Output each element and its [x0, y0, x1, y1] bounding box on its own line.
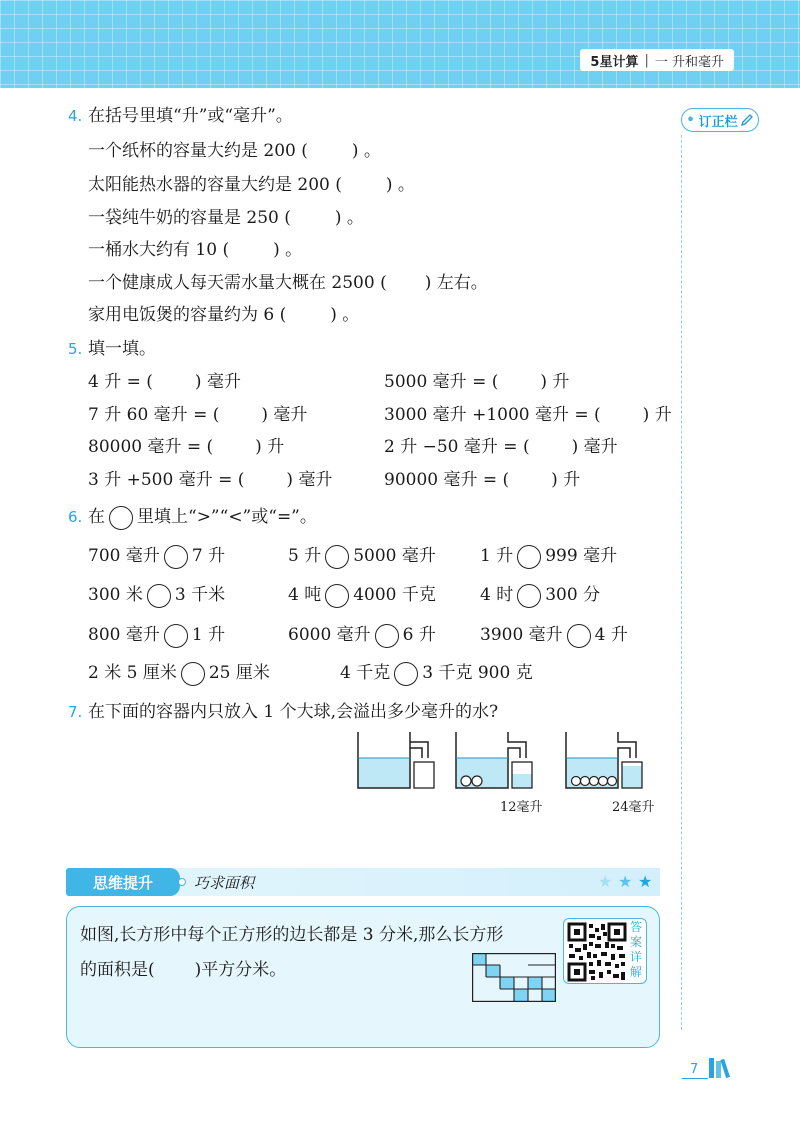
q4-item: 一个纸杯的容量大约是 200 ( ) 。: [88, 141, 381, 161]
q4-item: 一袋纯牛奶的容量是 250 ( ) 。: [88, 208, 364, 228]
title-dot-icon: [178, 878, 186, 886]
question-number: 5.: [68, 340, 83, 358]
star-icon: ★: [598, 872, 613, 891]
compare-item: 4 时 300 分: [480, 580, 600, 608]
question-text: 在下面的容器内只放入 1 个大球,会溢出多少毫升的水?: [88, 702, 499, 722]
compare-circle[interactable]: [375, 624, 399, 648]
container-diagrams: [352, 730, 652, 794]
books-icon: [708, 1056, 736, 1078]
page-number-underline: [682, 1078, 708, 1079]
star-icon: ★: [638, 872, 653, 891]
container-2: [456, 732, 532, 788]
q4-item: 太阳能热水器的容量大约是 200 ( ) 。: [88, 175, 415, 195]
brand-label: 5星计算: [590, 54, 639, 70]
container-3-caption: 24毫升: [612, 800, 655, 815]
compare-circle[interactable]: [325, 584, 349, 608]
q5-item: 90000 毫升 = ( ) 升: [384, 470, 581, 490]
star-icon: ★: [618, 872, 633, 891]
question-6-title: 6. 在 里填上“>”“<”或“=”。: [68, 502, 317, 530]
compare-circle[interactable]: [181, 662, 205, 686]
page-number: 7: [690, 1062, 699, 1077]
question-number: 7.: [68, 703, 83, 721]
correction-column-label: [681, 108, 759, 132]
compare-circle[interactable]: [164, 624, 188, 648]
pencil-icon: [740, 113, 754, 127]
chapter-tag: [580, 49, 734, 71]
question-text: 填一填。: [88, 339, 156, 359]
q5-item: 5000 毫升 = ( ) 升: [384, 372, 570, 392]
correction-label-text: • 订正栏: [698, 114, 738, 130]
question-7-title: [68, 697, 498, 722]
thinking-text-line1: 如图,长方形中每个正方形的边长都是 3 分米,那么长方形: [80, 925, 504, 945]
compare-item: 1 升 999 毫升: [480, 541, 617, 569]
thinking-title: 思维提升: [66, 868, 180, 896]
compare-item: 3900 毫升 4 升: [480, 620, 628, 648]
container-2-caption: 12毫升: [500, 800, 543, 815]
container-3: [566, 732, 642, 788]
question-number: 4.: [68, 107, 83, 125]
compare-circle-sample: [109, 506, 133, 530]
compare-item: 5 升 5000 毫升: [288, 541, 436, 569]
q5-item: 7 升 60 毫升 = ( ) 毫升: [88, 405, 308, 425]
q4-item: 一个健康成人每天需水量大概在 2500 ( ) 左右。: [88, 273, 488, 293]
question-4-title: [68, 101, 293, 126]
compare-circle[interactable]: [394, 662, 418, 686]
correction-column-divider: [681, 135, 682, 1030]
compare-circle[interactable]: [517, 584, 541, 608]
answer-explanation-label: 答案详解: [630, 920, 643, 979]
thinking-text-line2: 的面积是( )平方分米。: [80, 960, 287, 980]
rectangle-grid-figure: [472, 953, 556, 1003]
compare-circle[interactable]: [567, 624, 591, 648]
compare-item: 4 吨 4000 千克: [288, 580, 436, 608]
q5-item: 3000 毫升 +1000 毫升 = ( ) 升: [384, 405, 672, 425]
question-text: 在括号里填“升”或“毫升”。: [88, 106, 293, 126]
chapter-topic: 一 升和毫升: [654, 54, 724, 70]
q5-item: 3 升 +500 毫升 = ( ) 毫升: [88, 470, 333, 490]
qr-code-icon: [567, 922, 627, 982]
q5-item: 4 升 = ( ) 毫升: [88, 372, 241, 392]
question-5-title: [68, 334, 156, 359]
container-1: [358, 732, 434, 788]
compare-circle[interactable]: [517, 545, 541, 569]
compare-circle[interactable]: [164, 545, 188, 569]
compare-circle[interactable]: [325, 545, 349, 569]
tag-separator: |: [644, 52, 649, 68]
compare-item: 2 米 5 厘米 25 厘米: [88, 658, 270, 686]
thinking-subtitle: 巧求面积: [194, 874, 255, 892]
compare-item: 800 毫升 1 升: [88, 620, 225, 648]
q4-item: 一桶水大约有 10 ( ) 。: [88, 240, 303, 260]
compare-item: 6000 毫升 6 升: [288, 620, 436, 648]
question-number: 6.: [68, 508, 83, 526]
page-header-band: [0, 0, 800, 88]
compare-item: 4 千克 3 千克 900 克: [340, 658, 533, 686]
q5-item: 2 升 −50 毫升 = ( ) 毫升: [384, 437, 618, 457]
compare-item: 700 毫升 7 升: [88, 541, 225, 569]
q5-item: 80000 毫升 = ( ) 升: [88, 437, 285, 457]
compare-item: 300 米 3 千米: [88, 580, 225, 608]
compare-circle[interactable]: [147, 584, 171, 608]
q4-item: 家用电饭煲的容量约为 6 ( ) 。: [88, 305, 360, 325]
